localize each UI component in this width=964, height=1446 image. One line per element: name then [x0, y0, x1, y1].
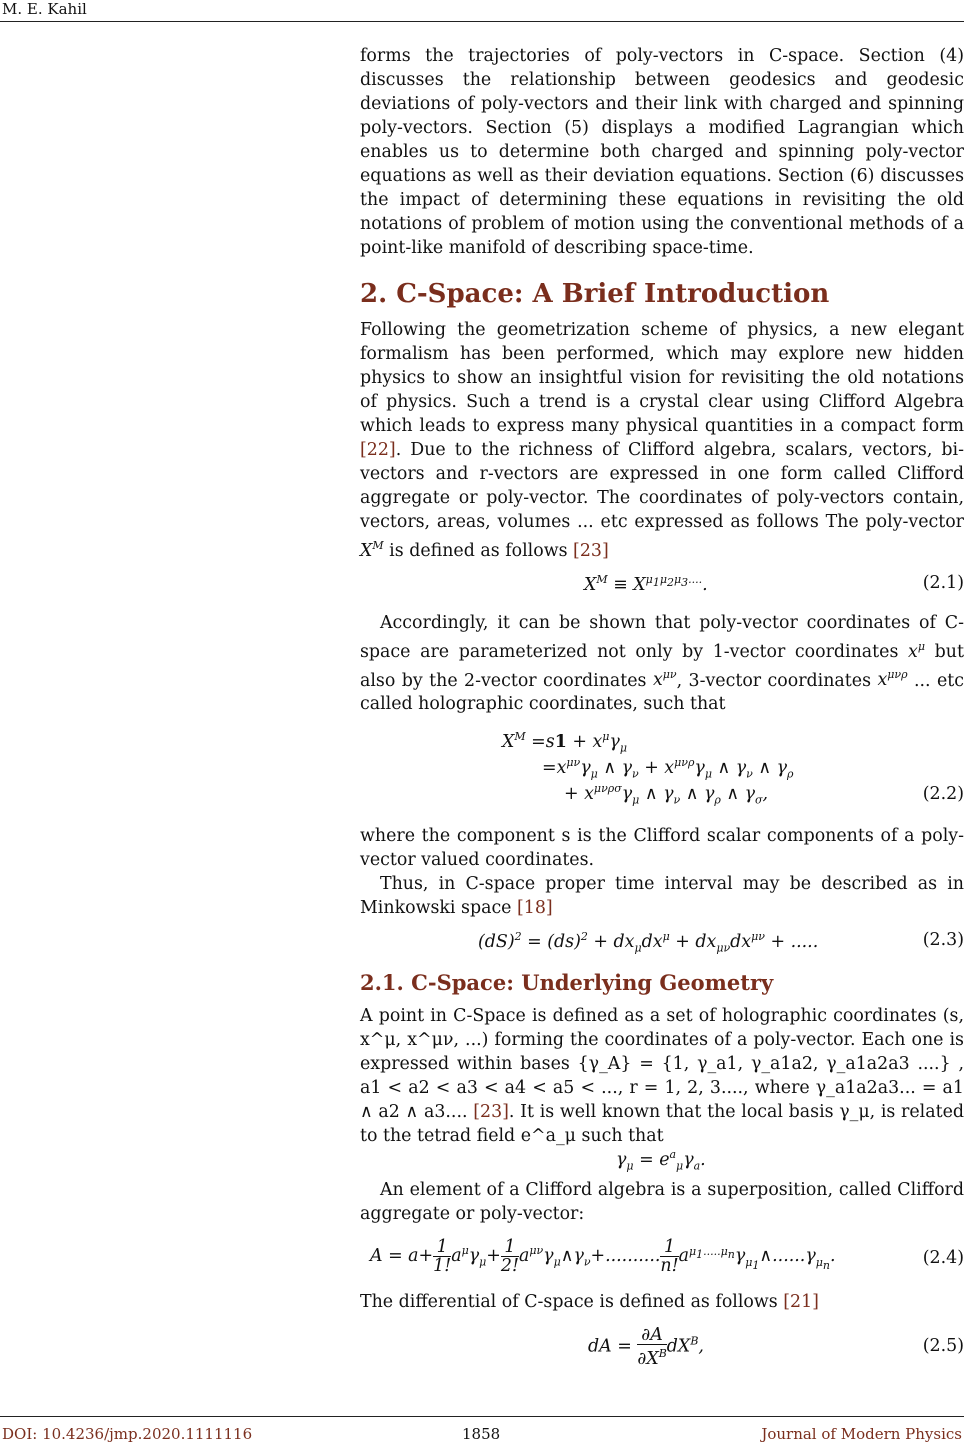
section-2-1-paragraph-3: The differential of C-space is defined as follows [21]: [360, 1292, 819, 1313]
citation-22[interactable]: [22]: [360, 440, 396, 460]
equation-number: (2.3): [922, 930, 964, 951]
section-2-1-paragraph-2: An element of a Clifford algebra is a superposition, called Clifford aggregate or poly-vector:: [360, 1180, 964, 1225]
section-2-1-paragraph-1: A point in C-Space is defined as a set of holographic coordinates (s, x^μ, x^μν, ...) forming the coordinates of a poly-vector. Each one is expressed within bases {γ_A} = {1, γ_a1, γ_a1a2, γ_a1a2a3 ....} , a1 < a2 < a3 < a4 < a5 < ..., r = 1, 2, 3...., where γ_a1a2a3... = a1 ∧ a2 ∧ a3.... [23]. It is well known that the local basis γ_μ, is related to the tetrad field e^a_μ such that: [360, 1006, 964, 1147]
section-2-paragraph-3: where the component s is the Clifford scalar components of a poly-vector valued coordinates.: [360, 826, 964, 871]
section-2-paragraph-4: Thus, in C-space proper time interval may be described as in Minkowski space [18]: [360, 874, 964, 919]
equation-number: (2.4): [922, 1248, 964, 1269]
citation-18[interactable]: [18]: [517, 898, 553, 919]
equation-tetrad: $\gamma_\mu = e^a_\mu\gamma_a$.: [616, 1148, 706, 1173]
intro-paragraph: forms the trajectories of poly-vectors in C-space. Section (4) discusses the relationship between geodesics and geodesic deviations of poly-vectors and their link with charged and spinning poly-vectors. Section (5) displays a modified Lagrangian which enables us to determine both charged and spinning poly-vector equations as well as their deviation equations. Section (6) discusses the impact of determining these equations in revisiting the old notations of problem of motion using the conventional methods of a point-like manifold of describing space-time.: [360, 46, 964, 258]
citation-23b[interactable]: [23]: [473, 1102, 509, 1123]
main-column: [360, 44, 964, 1378]
page-footer: [0, 1416, 964, 1446]
equation-2-5: dA = $\frac{\partial A}{\partial X^B}$ $dX^B$, (2.5): [588, 1325, 964, 1370]
citation-21[interactable]: [21]: [783, 1292, 819, 1313]
footer-journal-link[interactable]: Journal of Modern Physics: [761, 1425, 962, 1443]
section-2-paragraph-1: Following the geometrization scheme of physics, a new elegant formalism has been performed, which may explore new hidden physics to show an insightful vision for revisiting the old notations of physics. Such a trend is a crystal clear using Clifford Algebra which leads to express many physical quantities in a compact form [22]. Due to the richness of Clifford algebra, scalars, vectors, bi-vectors and r-vectors are expressed in one form called Clifford aggregate or poly-vector. The coordinates of poly-vectors contain, vectors, areas, volumes ... etc expressed as follows The poly-vector $X^M$ is defined as follows [23]: [360, 320, 964, 561]
equation-2-1: $X^M \equiv X^{\mu_1\mu_2\mu_3....}$. (2.1): [584, 572, 964, 595]
section-2-title: 2. C-Space: A Brief Introduction: [360, 279, 830, 309]
equation-number: (2.1): [922, 572, 964, 593]
section-2-paragraph-2: Accordingly, it can be shown that poly-vector coordinates of C-space are parameterized not only by 1-vector coordinates $x^\mu$ but also by the 2-vector coordinates $x^{\mu\nu}$, 3-vector coordinates $x^{\mu\nu\rho}$ ... etc called holographic coordinates, such that: [360, 612, 964, 715]
equation-2-2: $X^M =s1 + x^\mu\gamma_\mu$ $=x^{\mu\nu}\gamma_\mu$ ∧ $\gamma_\nu + x^{\mu\nu\rho}\gamma_\mu$ ∧ $\gamma_\nu$ ∧ $\gamma_\rho$ + $x^{\mu\nu\rho\sigma}\gamma_\mu$ ∧ $\gamma_\nu$ ∧ $\gamma_\rho$ ∧ $\gamma_\sigma$, (2.2): [502, 730, 964, 807]
equation-number: (2.2): [922, 784, 964, 805]
header-author: M. E. Kahil: [2, 0, 87, 18]
equation-2-4: A = a+ $\frac{1}{1!}$ $a^\mu\gamma_\mu+$ $\frac{1}{2!}$ $a^{\mu\nu}\gamma_\mu\wedge\gamma_\nu+$.......... $\frac{1}{n!}$ $a^{\mu_1.....\mu_n}\gamma_{\mu_1}\wedge......\gamma_{\mu_n}$. (2.4): [370, 1237, 964, 1277]
footer-doi-link[interactable]: DOI: 10.4236/jmp.2020.1111116: [2, 1425, 253, 1443]
equation-2-3: $(dS)^2 = (ds)^2 + dx_\mu dx^\mu + dx_{\mu\nu}dx^{\mu\nu}$ + ..... (2.3): [478, 930, 964, 955]
citation-23[interactable]: [23]: [573, 540, 609, 561]
page-header: [0, 0, 964, 22]
section-2-1-title: 2.1. C-Space: Underlying Geometry: [360, 970, 774, 996]
footer-page-number: 1858: [462, 1425, 501, 1443]
equation-number: (2.5): [922, 1336, 964, 1357]
